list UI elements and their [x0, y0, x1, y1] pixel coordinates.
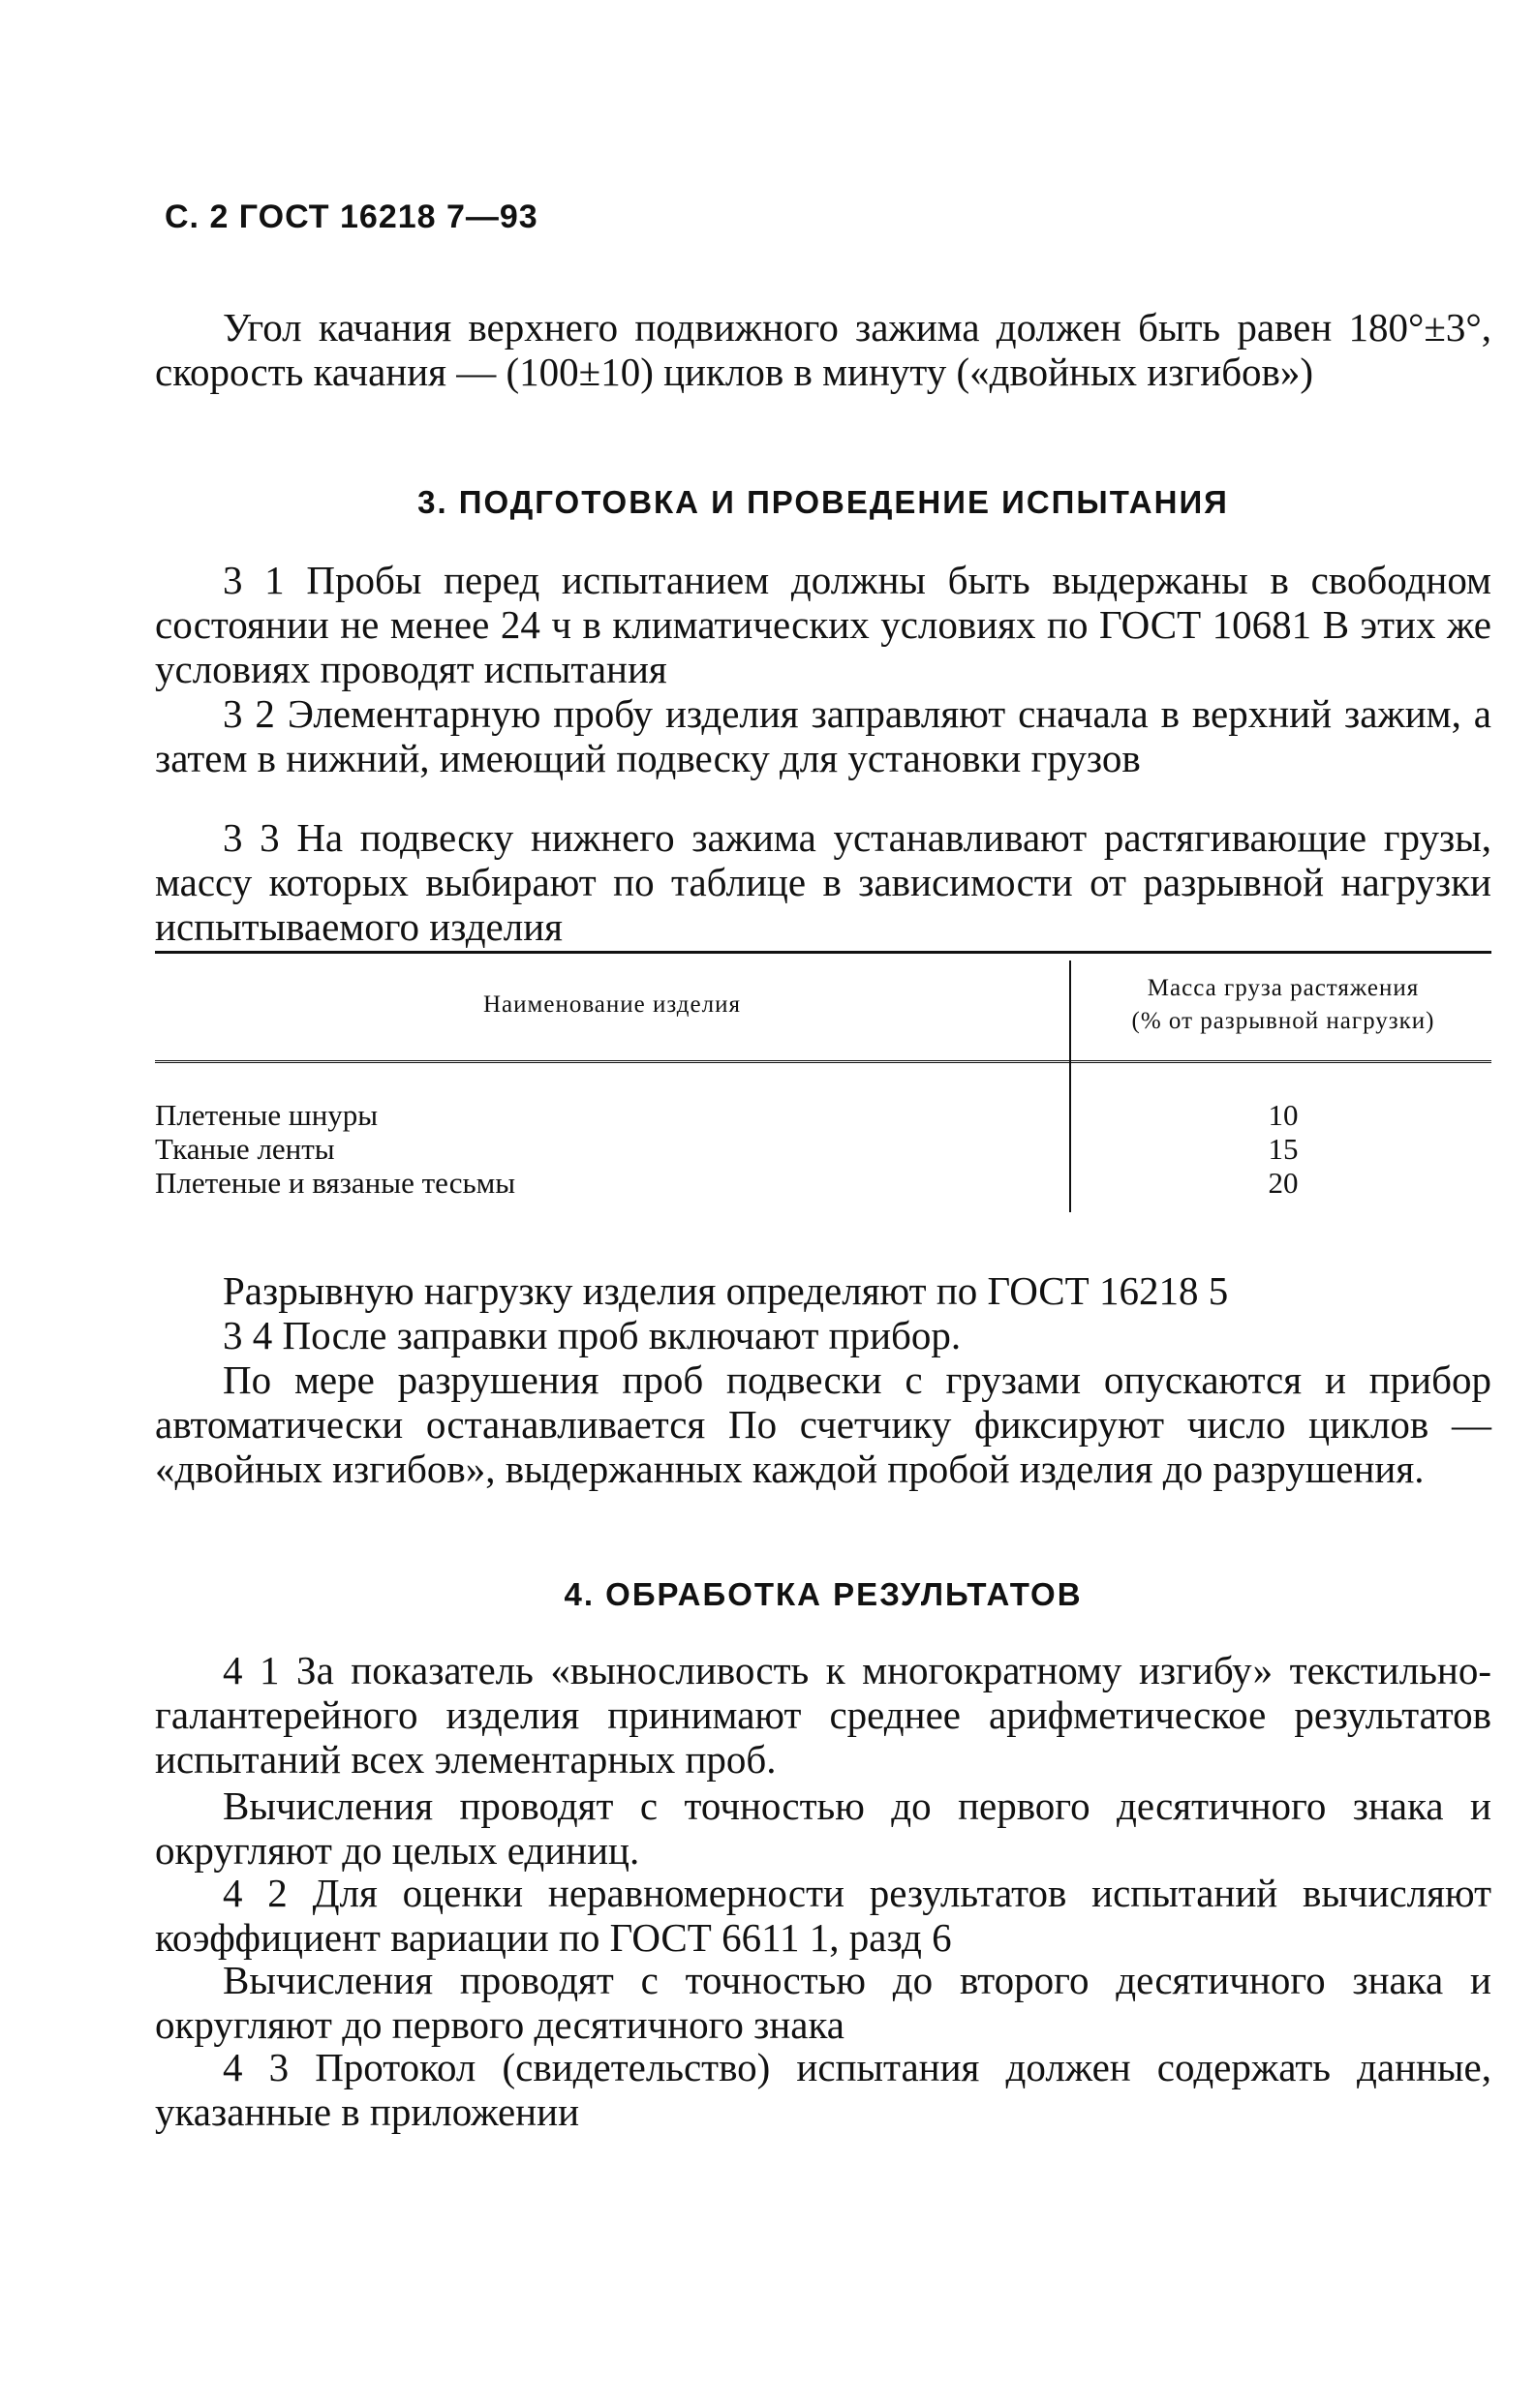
- paragraph-4-2: 4 2 Для оценки неравномерности результатов испытаний вычисляют коэффициент вариации по ГОСТ 6611 1, разд 6: [155, 1871, 1491, 1960]
- table-row-name: Тканые ленты: [155, 1132, 335, 1166]
- table-load-values: [1075, 1098, 1491, 1200]
- table-row-name: Плетеные и вязаные тесьмы: [155, 1166, 516, 1200]
- paragraph-after-table: Разрывную нагрузку изделия определяют по ГОСТ 16218 5: [223, 1268, 1229, 1313]
- paragraph-4-1: 4 1 За показатель «выносливость к многократному изгибу» текстильно-галантерейного изделия принимают среднее арифметическое результатов испытаний всех элементарных проб.: [155, 1648, 1491, 1782]
- paragraph-3-1: 3 1 Пробы перед испытанием должны быть выдержаны в свободном состоянии не менее 24 ч в климатических условиях по ГОСТ 10681 В этих же условиях проводят испытания: [155, 558, 1491, 691]
- paragraph-4-3: 4 3 Протокол (свидетельство) испытания должен содержать данные, указанные в приложении: [155, 2045, 1491, 2134]
- paragraph-3-2: 3 2 Элементарную пробу изделия заправляют сначала в верхний зажим, а затем в нижний, имеющий подвеску для установки грузов: [155, 691, 1491, 780]
- paragraph-3-4-continued: По мере разрушения проб подвески с грузами опускаются и прибор автоматически останавливается По счетчику фиксируют число циклов — «двойных изгибов», выдержанных каждой пробой изделия до разрушения.: [155, 1357, 1491, 1491]
- table-header-product: Наименование изделия: [483, 991, 741, 1018]
- page-header: С. 2 ГОСТ 16218 7—93: [165, 198, 538, 235]
- table-header-rule: [155, 1060, 1491, 1063]
- paragraph-3-4: 3 4 После заправки проб включают прибор.: [223, 1313, 962, 1357]
- section-4-title: 4. ОБРАБОТКА РЕЗУЛЬТАТОВ: [564, 1576, 1083, 1612]
- section-3-title: 3. ПОДГОТОВКА И ПРОВЕДЕНИЕ ИСПЫТАНИЯ: [417, 484, 1229, 520]
- table-row-value: 15: [1268, 1132, 1299, 1166]
- table-header-load-line2: (% от разрывной нагрузки): [1131, 1008, 1435, 1034]
- paragraph-4-2-continued: Вычисления проводят с точностью до второго десятичного знака и округляют до первого десятичного знака: [155, 1958, 1491, 2047]
- intro-paragraph: Угол качания верхнего подвижного зажима должен быть равен 180°±3°, скорость качания — (100±10) циклов в минуту («двойных изгибов»): [155, 305, 1491, 394]
- table-header-load: [1075, 972, 1491, 1038]
- table-row-value: 10: [1268, 1098, 1299, 1132]
- table-top-rule: [155, 951, 1491, 954]
- table-row-name: Плетеные шнуры: [155, 1098, 379, 1132]
- table-product-names: [155, 1098, 515, 1200]
- paragraph-4-1-continued: Вычисления проводят с точностью до первого десятичного знака и округляют до целых единиц.: [155, 1783, 1491, 1873]
- load-table: [155, 951, 1491, 1224]
- table-row-value: 20: [1268, 1166, 1299, 1200]
- table-column-divider: [1069, 960, 1071, 1212]
- paragraph-3-3: 3 3 На подвеску нижнего зажима устанавливают растягивающие грузы, массу которых выбирают по таблице в зависимости от разрывной нагрузки испытываемого изделия: [155, 815, 1491, 949]
- table-header-load-line1: Масса груза растяжения: [1147, 975, 1420, 1001]
